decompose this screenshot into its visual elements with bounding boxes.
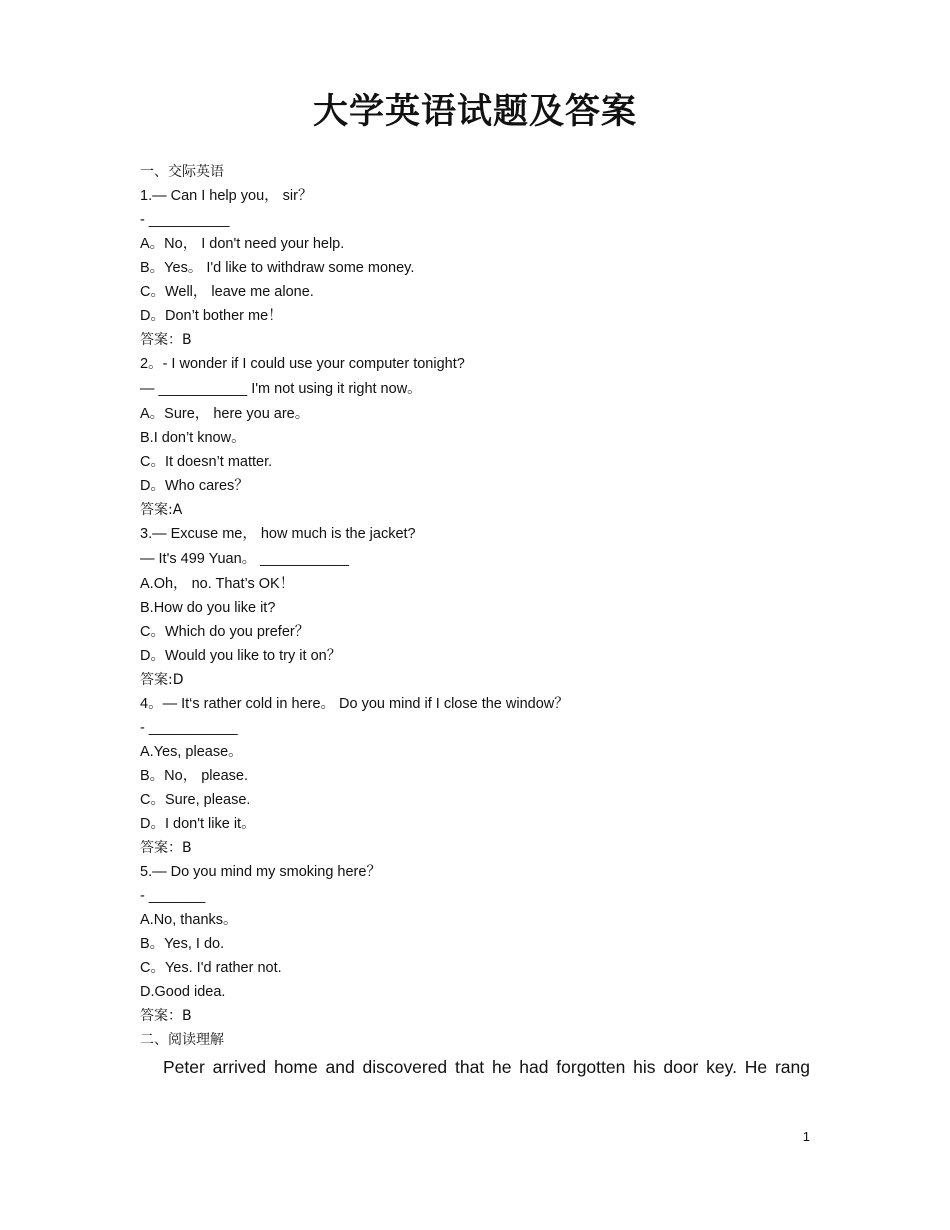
question-4-option-a: A.Yes, please。 — [140, 744, 243, 760]
question-4-blank: - ___________ — [140, 720, 238, 736]
question-3-option-b: B.How do you like it? — [140, 600, 276, 616]
question-3-answer: 答案:D — [140, 672, 184, 688]
question-3-option-d: D。Would you like to try it on？ — [140, 648, 342, 664]
question-1-option-b: B。Yes。 I'd like to withdraw some money. — [140, 260, 415, 276]
question-5-option-b: B。Yes, I do. — [140, 936, 225, 952]
question-2-prompt: 2。- I wonder if I could use your computer tonight? — [140, 356, 465, 372]
question-3-option-c: C。Which do you prefer？ — [140, 624, 310, 640]
section-heading-reading: 二、阅读理解 — [140, 1032, 224, 1048]
section-heading-communication: 一、交际英语 — [140, 164, 224, 180]
question-5-option-a: A.No, thanks。 — [140, 912, 238, 928]
question-3-option-a: A.Oh， no. That’s OK！ — [140, 576, 295, 592]
question-1-prompt: 1.— Can I help you， sir？ — [140, 188, 313, 204]
question-5-option-c: C。Yes. I'd rather not. — [140, 960, 282, 976]
question-1-option-c: C。Well， leave me alone. — [140, 284, 314, 300]
page-number: 1 — [802, 1129, 810, 1144]
question-2-option-d: D。Who cares？ — [140, 478, 249, 494]
question-1-answer: 答案：B — [140, 332, 192, 348]
question-1-option-d: D。Don’t bother me！ — [140, 308, 283, 324]
question-2-answer: 答案:A — [140, 502, 183, 518]
question-2-option-c: C。It doesn’t matter. — [140, 454, 273, 470]
question-2-option-b: B.I don’t know。 — [140, 430, 246, 446]
question-4-answer: 答案：B — [140, 840, 192, 856]
question-4-prompt: 4。— It‘s rather cold in here。 Do you mind if I close the window？ — [140, 696, 569, 712]
question-5-answer: 答案：B — [140, 1008, 192, 1024]
document-title: 大学英语试题及答案 — [312, 92, 637, 132]
question-4-option-c: C。Sure, please. — [140, 792, 251, 808]
question-3-prompt: 3.— Excuse me， how much is the jacket? — [140, 526, 416, 542]
question-5-prompt: 5.— Do you mind my smoking here？ — [140, 864, 381, 880]
question-1-option-a: A。No， I don't need your help. — [140, 236, 345, 252]
question-1-blank: - __________ — [140, 212, 230, 228]
reading-passage-line: Peter arrived home and discovered that he had forgotten his door key. He rang — [163, 1057, 810, 1077]
question-5-option-d: D.Good idea. — [140, 984, 226, 1000]
question-4-option-b: B。No， please. — [140, 768, 248, 784]
question-4-option-d: D。I don't like it。 — [140, 816, 256, 832]
document-body — [140, 160, 810, 1080]
question-2-option-a: A。Sure， here you are。 — [140, 406, 310, 422]
question-5-blank: - _______ — [140, 888, 206, 904]
question-2-blank: — ___________ I'm not using it right now。 — [140, 381, 422, 397]
question-3-blank: — It's 499 Yuan。 ___________ — [140, 551, 349, 567]
